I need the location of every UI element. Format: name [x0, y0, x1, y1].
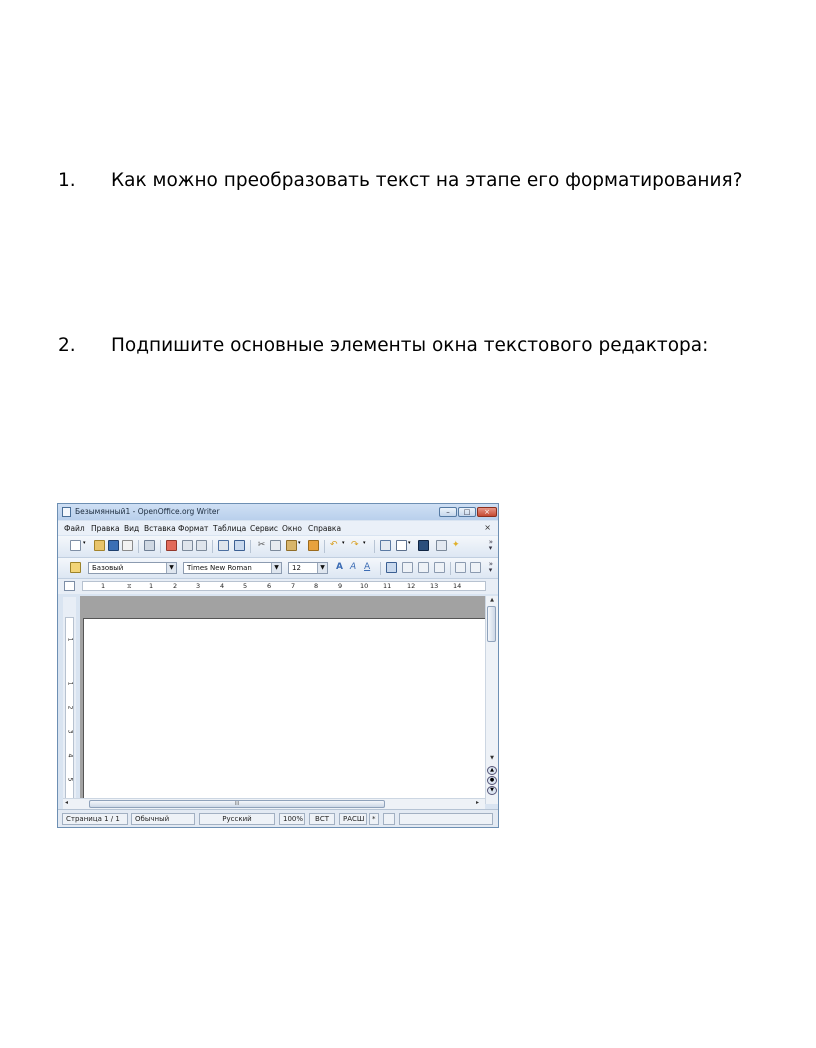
- align-left-icon[interactable]: [386, 562, 397, 573]
- ruler-label: 3: [66, 729, 74, 734]
- document-page[interactable]: [83, 618, 485, 799]
- document-area: [80, 596, 485, 799]
- ruler-label: 4: [220, 582, 225, 590]
- print-preview-icon[interactable]: [196, 540, 207, 551]
- ruler-label: 10: [360, 582, 369, 590]
- previous-page-icon[interactable]: ▲: [487, 766, 497, 775]
- separator: [380, 562, 381, 575]
- ruler-label: 2: [66, 705, 74, 710]
- bold-icon[interactable]: A: [336, 562, 343, 572]
- bullets-icon[interactable]: [470, 562, 481, 573]
- separator: [160, 540, 161, 553]
- save-icon[interactable]: [108, 540, 119, 551]
- separator: [138, 540, 139, 553]
- document-close-icon[interactable]: ×: [484, 523, 491, 532]
- paste-icon[interactable]: [286, 540, 297, 551]
- chevron-down-icon[interactable]: ▼: [317, 563, 327, 573]
- vertical-ruler-scale[interactable]: [65, 617, 74, 799]
- menu-file[interactable]: Файл: [64, 524, 85, 533]
- toolbar-overflow-icon[interactable]: » ▾: [488, 560, 493, 574]
- edit-file-icon[interactable]: [144, 540, 155, 551]
- new-document-icon[interactable]: [70, 540, 81, 551]
- status-signature[interactable]: [383, 813, 395, 825]
- ruler-label: 7: [291, 582, 296, 590]
- copy-icon[interactable]: [270, 540, 281, 551]
- scroll-grip: III: [234, 801, 240, 807]
- menu-tools[interactable]: Сервис: [250, 524, 279, 533]
- window-title: Безымянный1 - OpenOffice.org Writer: [75, 507, 220, 516]
- ruler-label: 13: [430, 582, 439, 590]
- separator: [250, 540, 251, 553]
- question-text: Подпишите основные элементы окна текстового редактора:: [111, 335, 709, 356]
- autospellcheck-icon[interactable]: [234, 540, 245, 551]
- minimize-button[interactable]: –: [439, 507, 457, 517]
- justify-icon[interactable]: [434, 562, 445, 573]
- ruler-label: 4: [66, 753, 74, 758]
- separator: [212, 540, 213, 553]
- underline-icon[interactable]: A: [364, 562, 371, 572]
- separator: [324, 540, 325, 553]
- standard-toolbar: [58, 536, 498, 558]
- dropdown-arrow-icon[interactable]: ▾: [363, 540, 366, 546]
- toolbar-overflow-icon[interactable]: » ▾: [488, 538, 493, 552]
- navigator-icon[interactable]: [418, 540, 429, 551]
- dropdown-arrow-icon[interactable]: ▾: [83, 540, 86, 546]
- chevron-down-icon[interactable]: ▼: [166, 563, 176, 573]
- paragraph-style-select[interactable]: [88, 562, 177, 574]
- chevron-down-icon[interactable]: ▼: [271, 563, 281, 573]
- ruler-label: 6: [267, 582, 272, 590]
- question-number: 1.: [58, 170, 76, 191]
- status-language[interactable]: Русский: [199, 813, 275, 825]
- ruler-label: 12: [407, 582, 416, 590]
- ruler-label: 5: [66, 777, 74, 782]
- ruler-label: 11: [383, 582, 392, 590]
- dropdown-arrow-icon[interactable]: ▾: [342, 540, 345, 546]
- format-paintbrush-icon[interactable]: [308, 540, 319, 551]
- ruler-label: 5: [243, 582, 248, 590]
- redo-icon[interactable]: ↷: [351, 540, 359, 550]
- print-icon[interactable]: [182, 540, 193, 551]
- horizontal-scroll-thumb[interactable]: [89, 800, 385, 808]
- tab-stop-icon[interactable]: [64, 581, 75, 591]
- horizontal-scrollbar[interactable]: [63, 798, 485, 809]
- question-number: 2.: [58, 335, 76, 356]
- italic-icon[interactable]: A: [350, 562, 357, 572]
- close-button[interactable]: ×: [477, 507, 497, 517]
- undo-icon[interactable]: ↶: [330, 540, 338, 550]
- paragraph-style-value: Базовый: [92, 564, 124, 572]
- navigation-icon[interactable]: ●: [487, 776, 497, 785]
- scroll-left-icon[interactable]: ◂: [65, 799, 69, 806]
- menu-help[interactable]: Справка: [308, 524, 342, 533]
- status-zoom[interactable]: 100%: [279, 813, 305, 825]
- separator: [450, 562, 451, 575]
- align-center-icon[interactable]: [402, 562, 413, 573]
- pdf-export-icon[interactable]: [166, 540, 177, 551]
- align-right-icon[interactable]: [418, 562, 429, 573]
- status-modified: *: [369, 813, 379, 825]
- vertical-scrollbar[interactable]: [485, 596, 498, 804]
- menu-insert[interactable]: Вставка: [144, 524, 176, 533]
- question-text: Как можно преобразовать текст на этапе его форматирования?: [111, 170, 743, 191]
- status-bar: [58, 809, 498, 828]
- status-page[interactable]: Страница 1 / 1: [62, 813, 128, 825]
- ruler-scale[interactable]: [82, 581, 486, 591]
- maximize-button[interactable]: □: [458, 507, 476, 517]
- formatting-toolbar: [58, 558, 498, 579]
- font-name-select[interactable]: [183, 562, 282, 574]
- table-icon[interactable]: [396, 540, 407, 551]
- next-page-icon[interactable]: ▼: [487, 786, 497, 795]
- font-size-select[interactable]: [288, 562, 328, 574]
- separator: [374, 540, 375, 553]
- document-icon: [62, 507, 71, 517]
- numbering-icon[interactable]: [455, 562, 466, 573]
- menu-table[interactable]: Таблица: [213, 524, 247, 533]
- menu-edit[interactable]: Правка: [91, 524, 120, 533]
- scroll-up-icon[interactable]: ▲: [490, 597, 494, 603]
- menu-format[interactable]: Формат: [178, 524, 209, 533]
- scroll-right-icon[interactable]: ▸: [476, 799, 480, 806]
- ruler-label: 1: [66, 681, 74, 686]
- dropdown-arrow-icon[interactable]: ▾: [298, 540, 301, 546]
- email-icon[interactable]: [122, 540, 133, 551]
- dropdown-arrow-icon[interactable]: ▾: [408, 540, 411, 546]
- title-bar: [58, 504, 498, 520]
- menu-bar: [58, 521, 498, 535]
- indent-marker-icon[interactable]: ⧖: [127, 582, 132, 590]
- cut-icon[interactable]: ✂: [257, 540, 266, 550]
- font-name-value: Times New Roman: [187, 564, 252, 572]
- ruler-label: 1: [66, 637, 74, 642]
- hyperlink-icon[interactable]: [380, 540, 391, 551]
- menu-window[interactable]: Окно: [282, 524, 302, 533]
- status-page-style[interactable]: Обычный: [131, 813, 195, 825]
- scroll-down-icon[interactable]: ▼: [490, 755, 494, 761]
- ruler-label: 2: [173, 582, 178, 590]
- writer-window-screenshot: [57, 503, 499, 828]
- menu-view[interactable]: Вид: [124, 524, 140, 533]
- vertical-ruler: [63, 597, 76, 799]
- star-icon[interactable]: ✦: [452, 540, 460, 550]
- scroll-thumb[interactable]: [487, 606, 496, 642]
- ruler-label: 1: [149, 582, 154, 590]
- ruler-label: 9: [338, 582, 343, 590]
- horizontal-ruler: [58, 579, 498, 594]
- ruler-label: 14: [453, 582, 462, 590]
- status-selection-mode[interactable]: РАСШ: [339, 813, 367, 825]
- gallery-icon[interactable]: [436, 540, 447, 551]
- font-size-value: 12: [292, 564, 301, 572]
- ruler-label: 3: [196, 582, 201, 590]
- ruler-label: 8: [314, 582, 319, 590]
- open-icon[interactable]: [94, 540, 105, 551]
- ruler-label: 1: [101, 582, 106, 590]
- status-insert-mode[interactable]: ВСТ: [309, 813, 335, 825]
- status-info: [399, 813, 493, 825]
- styles-formatting-icon[interactable]: [70, 562, 81, 573]
- spellcheck-icon[interactable]: [218, 540, 229, 551]
